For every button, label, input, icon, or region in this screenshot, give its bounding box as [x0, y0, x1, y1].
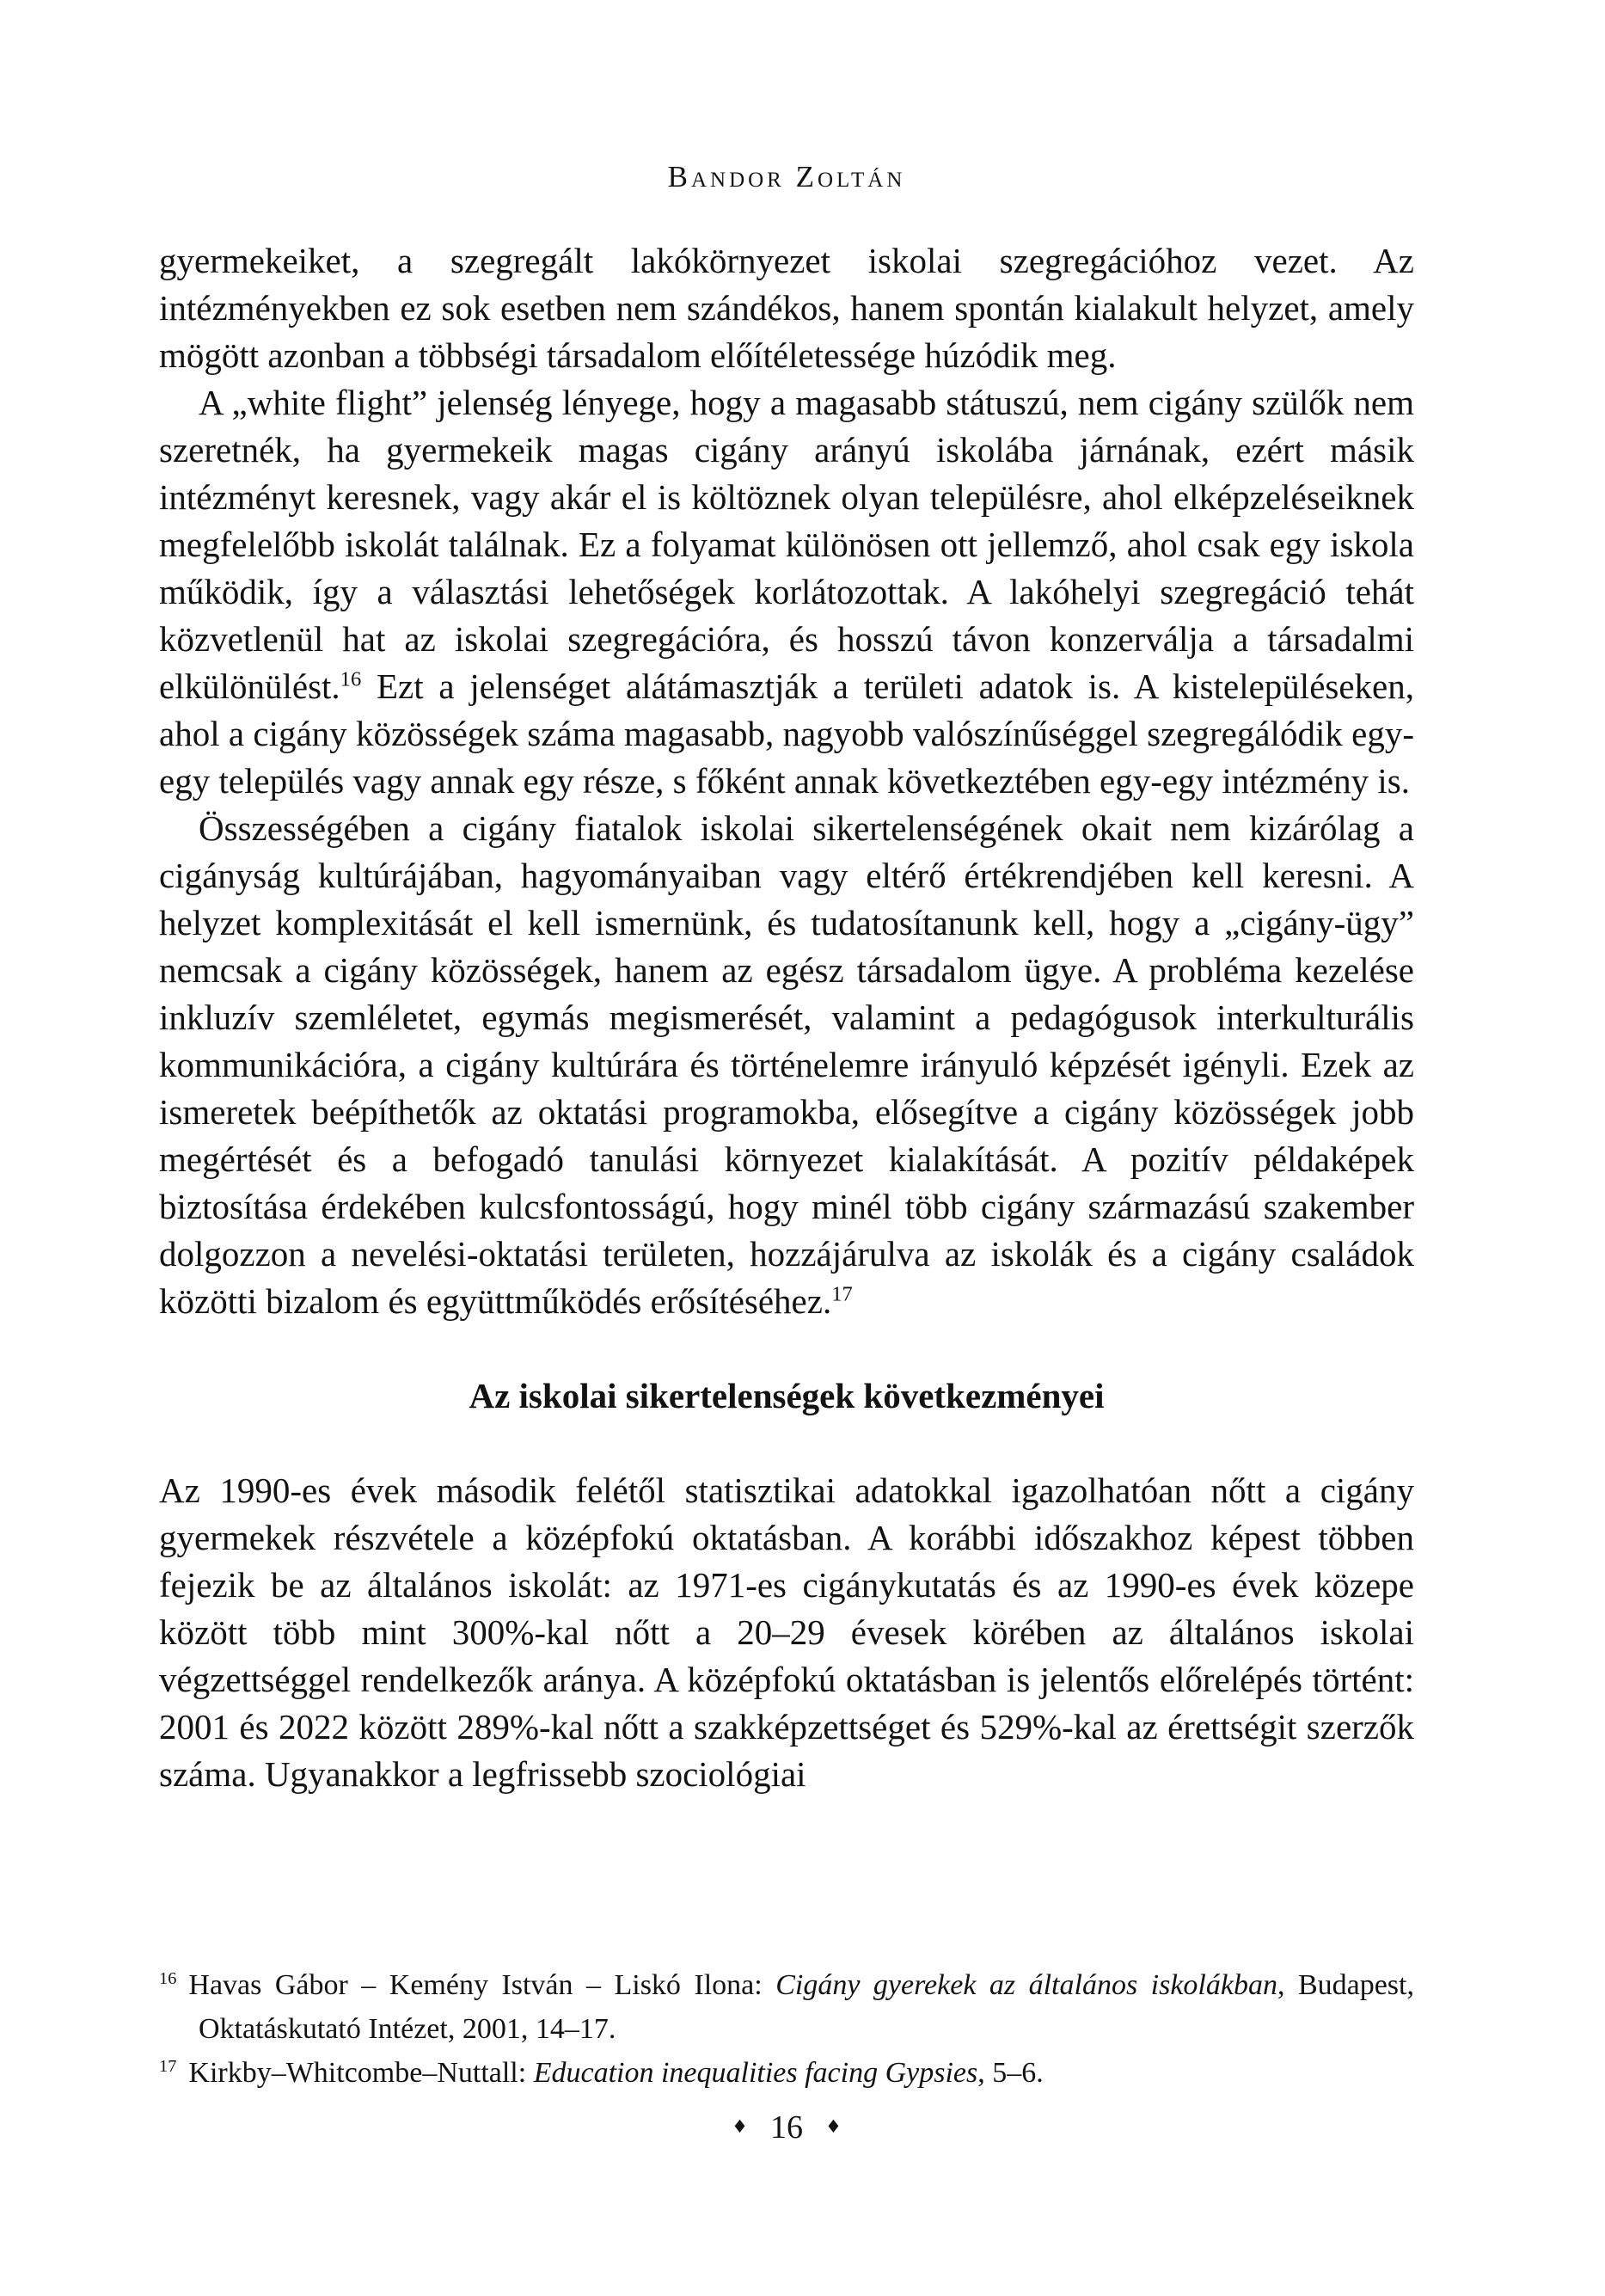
paragraph: gyermekeiket, a szegregált lakókörnyezet iskolai szegregációhoz vezet. Az intézményekben ez sok esetben nem szándékos, hanem spontán kialakult helyzet, amely mögött azonban a többségi társadalom előítéletessége húzódik meg.	[159, 241, 1414, 375]
page-number-value: 16	[770, 2109, 803, 2146]
paragraph: Összességében a cigány fiatalok iskolai sikertelenségének okait nem kizárólag a cigányság kultúrájában, hagyományaiban vagy eltérő értékrendjében kell keresni. A helyzet komplexitását el kell ismernünk, és tudatosítanunk kell, hogy a „cigány-ügy” nemcsak a cigány közösségek, hanem az egész társadalom ügye. A probléma kezelése inkluzív szemléletet, egymás megismerését, valamint a pedagógusok interkulturális kommunikációra, a cigány kultúrára és történelemre irányuló képzését igényli. Ezek az ismeretek beépíthetők az oktatási programokba, elősegítve a cigány közösségek jobb megértését és a befogadó tanulási környezet kialakítását. A pozitív példaképek biztosítása érdekében kulcsfontosságú, hogy minél több cigány származású szakember dolgozzon a nevelési-oktatási területen, hozzájárulva az iskolák és a cigány családok közötti bizalom és együttműködés erősítéséhez.$^{17}$	[159, 808, 1414, 1321]
paragraph: Az 1990-es évek második felétől statisztikai adatokkal igazolhatóan nőtt a cigány gyermekek részvétele a középfokú oktatásban. A korábbi időszakhoz képest többen fejezik be az általános iskolát: az 1971-es cigánykutatás és az 1990-es évek közepe között több mint 300%-kal nőtt a 20–29 évesek körében az általános iskolai végzettséggel rendelkezők aránya. A középfokú oktatásban is jelentős előrelépés történt: 2001 és 2022 között 289%-kal nőtt a szakképzettséget és 529%-kal az érettségit szerzők száma. Ugyanakkor a legfrissebb szociológiai	[159, 1470, 1414, 1794]
page-number	[159, 2109, 1414, 2146]
footnote: $^{16}$ Havas Gábor – Kemény István – Liskó Ilona: Cigány gyerekek az általános iskolákban, Budapest, Oktatáskutató Intézet, 2001, 14–17.	[159, 1968, 1414, 2045]
footnote-ref: 17	[831, 1282, 853, 1306]
body-text	[159, 237, 1414, 1798]
italic-title: Cigány gyerekek az általános iskolákban	[775, 1969, 1277, 2001]
italic-title: Education inequalities facing Gypsies	[533, 2057, 978, 2089]
paragraphs-before-heading	[159, 237, 1414, 1325]
section-heading: Az iskolai sikertelenségek következményei	[469, 1376, 1105, 1415]
footnote: $^{17}$ Kirkby–Whitcombe–Nuttall: Education inequalities facing Gypsies, 5–6.	[159, 2056, 1044, 2089]
footnote-number: 17	[159, 2056, 177, 2076]
diamond-ornament-left: ♦	[732, 2116, 748, 2137]
paragraph: A „white flight” jelenség lényege, hogy a magasabb státuszú, nem cigány szülők nem szeretnék, ha gyermekeik magas cigány arányú iskolába járnának, ezért másik intézményt keresnek, vagy akár el is költöznek olyan településre, ahol elképzeléseiknek megfelelőbb iskolát találnak. Ez a folyamat különösen ott jellemző, ahol csak egy iskola működik, így a választási lehetőségek korlátozottak. A lakóhelyi szegregáció tehát közvetlenül hat az iskolai szegregációra, és hosszú távon konzerválja a társadalmi elkülönülést.$^{16}$ Ezt a jelenséget alátámasztják a területi adatok is. A kistelepüléseken, ahol a cigány közösségek száma magasabb, nagyobb valószínűséggel szegregálódik egy-egy település vagy annak egy része, s főként annak következtében egy-egy intézmény is.	[159, 383, 1414, 801]
footnote-ref: 16	[340, 667, 362, 691]
footnote-number: 16	[159, 1968, 177, 1988]
running-header: Bandor Zoltán	[667, 160, 906, 193]
footnotes-section	[159, 1963, 1414, 2095]
diamond-ornament-right: ♦	[825, 2116, 842, 2137]
paragraphs-after-heading	[159, 1467, 1414, 1798]
